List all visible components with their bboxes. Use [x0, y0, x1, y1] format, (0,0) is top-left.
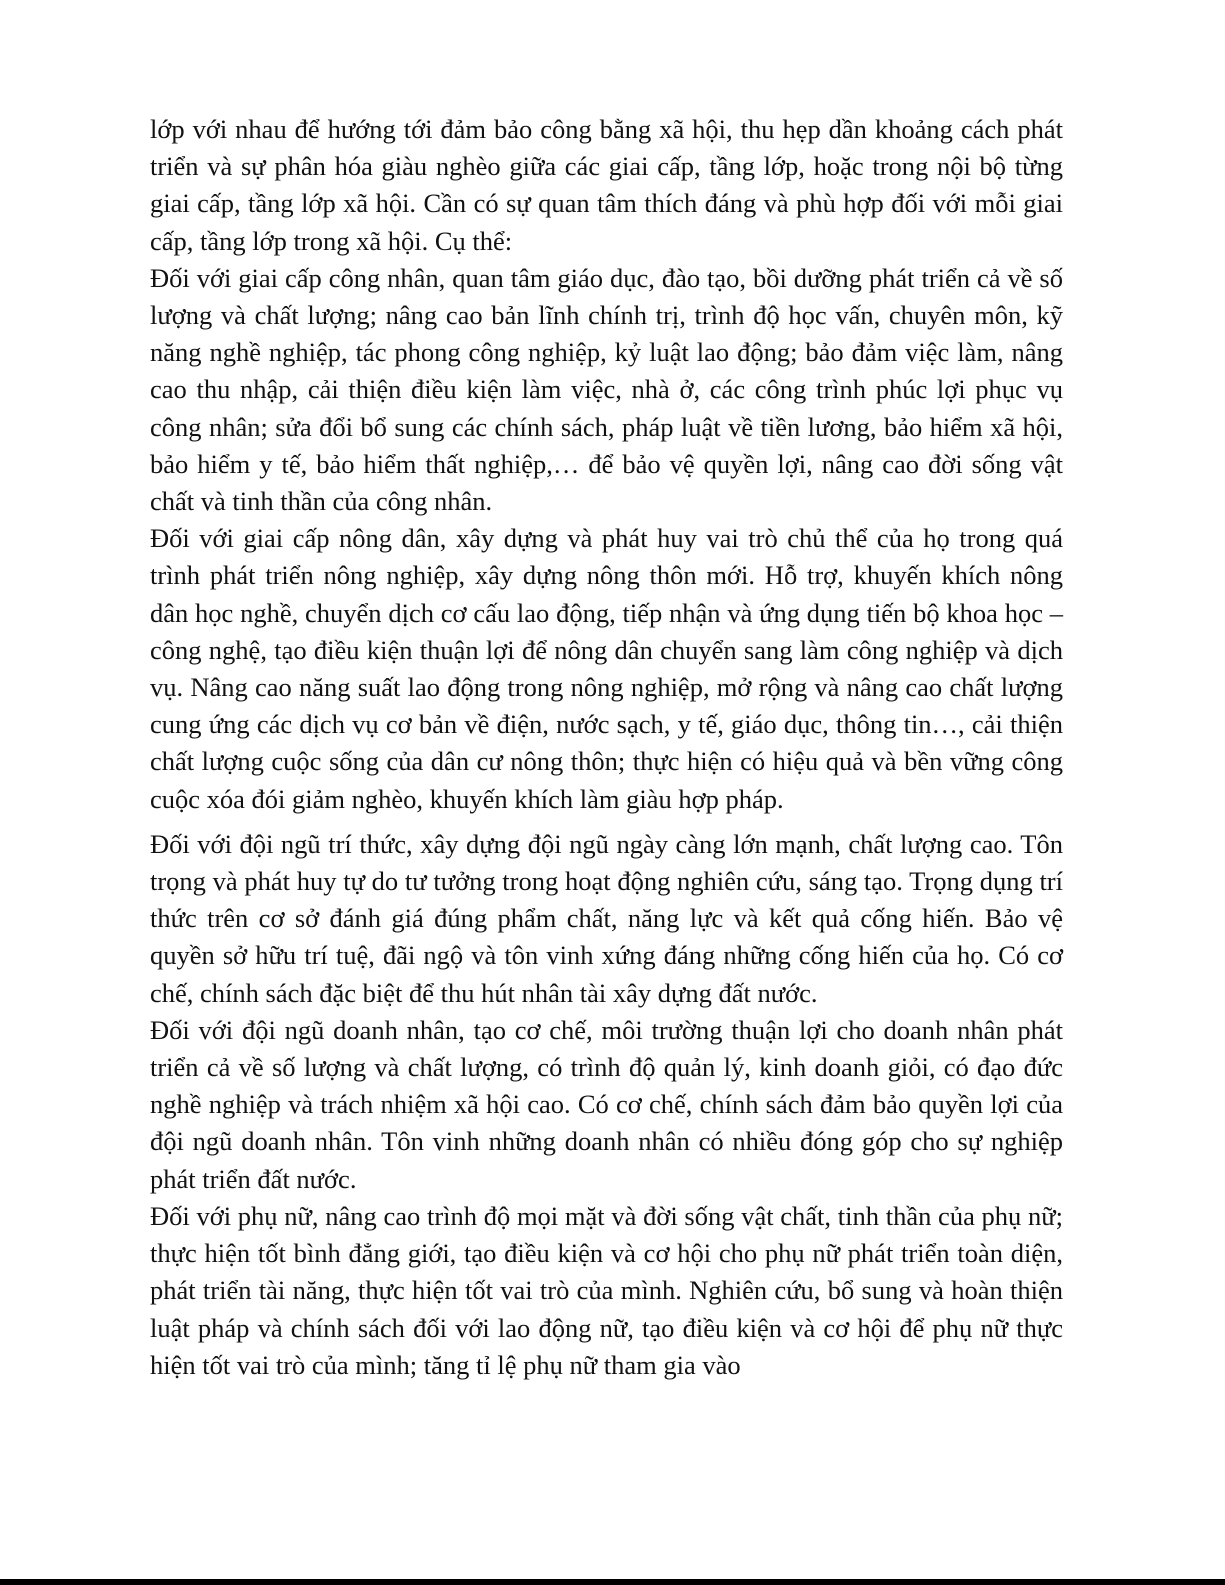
- paragraph-farmers: Đối với giai cấp nông dân, xây dựng và phát huy vai trò chủ thể của họ trong quá trình phát triển nông nghiệp, xây dựng nông thôn mới. Hỗ trợ, khuyến khích nông dân học nghề, chuyển dịch cơ cấu lao động, tiếp nhận và ứng dụng tiến bộ khoa học – công nghệ, tạo điều kiện thuận lợi để nông dân chuyển sang làm công nghiệp và dịch vụ. Nâng cao năng suất lao động trong nông nghiệp, mở rộng và nâng cao chất lượng cung ứng các dịch vụ cơ bản về điện, nước sạch, y tế, giáo dục, thông tin…, cải thiện chất lượng cuộc sống của dân cư nông thôn; thực hiện có hiệu quả và bền vững công cuộc xóa đói giảm nghèo, khuyến khích làm giàu hợp pháp.: [150, 523, 1063, 814]
- paragraph-entrepreneurs: Đối với đội ngũ doanh nhân, tạo cơ chế, môi trường thuận lợi cho doanh nhân phát triển cả về số lượng và chất lượng, có trình độ quản lý, kinh doanh giỏi, có đạo đức nghề nghiệp và trách nhiệm xã hội cao. Có cơ chế, chính sách đảm bảo quyền lợi của đội ngũ doanh nhân. Tôn vinh những doanh nhân có nhiều đóng góp cho sự nghiệp phát triển đất nước.: [150, 1014, 1063, 1194]
- document-page: [150, 111, 1063, 1384]
- paragraph-intro: lớp với nhau để hướng tới đảm bảo công bằng xã hội, thu hẹp dần khoảng cách phát triển và sự phân hóa giàu nghèo giữa các giai cấp, tầng lớp, hoặc trong nội bộ từng giai cấp, tầng lớp xã hội. Cần có sự quan tâm thích đáng và phù hợp đối với mỗi giai cấp, tầng lớp trong xã hội. Cụ thể:: [150, 114, 1063, 256]
- paragraph-intellectuals: Đối với đội ngũ trí thức, xây dựng đội ngũ ngày càng lớn mạnh, chất lượng cao. Tôn trọng và phát huy tự do tư tưởng trong hoạt động nghiên cứu, sáng tạo. Trọng dụng trí thức trên cơ sở đánh giá đúng phẩm chất, năng lực và kết quả cống hiến. Bảo vệ quyền sở hữu trí tuệ, đãi ngộ và tôn vinh xứng đáng những cống hiến của họ. Có cơ chế, chính sách đặc biệt để thu hút nhân tài xây dựng đất nước.: [150, 828, 1063, 1008]
- page-bottom-border: [0, 1579, 1225, 1585]
- paragraph-women: Đối với phụ nữ, nâng cao trình độ mọi mặt và đời sống vật chất, tinh thần của phụ nữ; thực hiện tốt bình đẳng giới, tạo điều kiện và cơ hội cho phụ nữ phát triển toàn diện, phát triển tài năng, thực hiện tốt vai trò của mình. Nghiên cứu, bổ sung và hoàn thiện luật pháp và chính sách đối với lao động nữ, tạo điều kiện và cơ hội để phụ nữ thực hiện tốt vai trò của mình; tăng tỉ lệ phụ nữ tham gia vào: [150, 1200, 1063, 1380]
- paragraph-workers: Đối với giai cấp công nhân, quan tâm giáo dục, đào tạo, bồi dưỡng phát triển cả về số lượng và chất lượng; nâng cao bản lĩnh chính trị, trình độ học vấn, chuyên môn, kỹ năng nghề nghiệp, tác phong công nghiệp, kỷ luật lao động; bảo đảm việc làm, nâng cao thu nhập, cải thiện điều kiện làm việc, nhà ở, các công trình phúc lợi phục vụ công nhân; sửa đổi bổ sung các chính sách, pháp luật về tiền lương, bảo hiểm xã hội, bảo hiểm y tế, bảo hiểm thất nghiệp,… để bảo vệ quyền lợi, nâng cao đời sống vật chất và tinh thần của công nhân.: [150, 262, 1063, 517]
